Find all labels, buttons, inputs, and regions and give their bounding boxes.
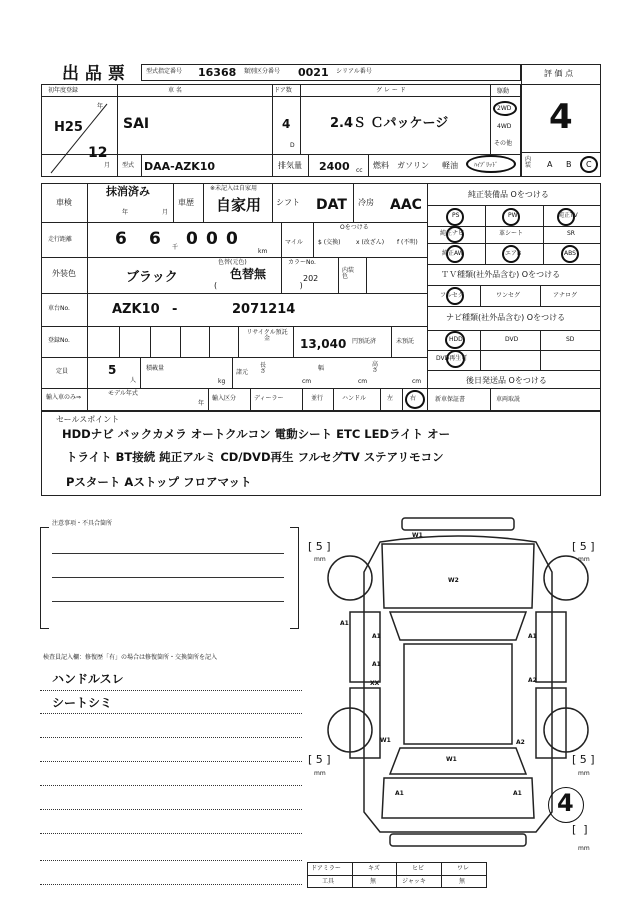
displacement-label: 排気量 (278, 161, 302, 170)
bottom-tools-value: 無 (370, 878, 377, 885)
drive-circle-mark (493, 101, 517, 116)
tread-fr: [ 5 ] (572, 540, 595, 553)
doors-value: 4 (282, 117, 291, 131)
tread-rr-mm: mm (578, 770, 590, 777)
mark-rear-w1: W1 (380, 737, 391, 744)
fuel-diesel: 軽油 (442, 161, 458, 170)
equip-sr: SR (567, 230, 575, 237)
later-manual: 車両取説 (496, 396, 521, 403)
handle-circle-mark (405, 390, 425, 409)
mark-door-a1: A1 (372, 633, 381, 640)
interior-color-label: 内装色 (342, 267, 355, 280)
fuel-label: 燃料 (373, 161, 389, 170)
navi-dvd: DVD (505, 336, 519, 343)
sales-points-label: セールスポイント (56, 415, 120, 424)
handle-label: ハンドル (342, 395, 367, 402)
mileage-km: km (258, 248, 268, 255)
recycle-not-deposited: 未預託 (396, 338, 415, 345)
model-year-label: モデル年式 (108, 390, 138, 397)
grade-label: グ レ ー ド (376, 87, 406, 94)
equip-ps: PS (452, 212, 460, 219)
bottom-jack-value: 無 (459, 878, 466, 885)
tread-rl-mm: mm (314, 770, 326, 777)
model-value: DAA-AZK10 (144, 160, 216, 173)
notes-bracket-left (40, 527, 49, 629)
equip-abs: ABS (564, 250, 576, 257)
mark-rear-a2: A2 (516, 739, 525, 746)
drive-other: その他 (494, 140, 513, 147)
ac-value: AAC (390, 197, 422, 213)
inspector-label: 検査員記入欄：修復歴「有」の場合は修復箇所・交換箇所を記入 (43, 654, 218, 661)
mileage-digit-1: 6 (115, 229, 127, 249)
drive-2wd: 2WD (497, 105, 512, 112)
equip-tv-circle (557, 208, 575, 226)
interior-label: 内装 (525, 156, 532, 169)
class-no: 0021 (298, 66, 329, 79)
model-cert-no: 16368 (198, 66, 237, 79)
equip-airbag-circle (502, 245, 520, 263)
shift-value: DAT (316, 197, 347, 213)
mark-roof-xx: XX (370, 680, 380, 687)
page-title: 出 品 票 (62, 64, 125, 84)
note-item-1: ハンドルスレ (52, 672, 124, 686)
cc-unit: cc (356, 167, 363, 174)
tread-spare: [ ] (572, 823, 588, 836)
bottom-mirror: ドアミラー (311, 865, 341, 872)
doors-label: ドア数 (274, 87, 292, 94)
equip-pw: PW (508, 212, 518, 219)
bottom-break: ワレ (457, 865, 470, 872)
mark-rdoor-a2: A2 (528, 677, 537, 684)
tv-fullseg-circle (446, 287, 464, 305)
drive-4wd: 4WD (497, 123, 512, 130)
score-circle-value: 4 (557, 789, 574, 817)
history-value: 自家用 (216, 196, 262, 214)
displacement-value: 2400 (319, 160, 350, 173)
equip-pw-circle (502, 208, 520, 226)
dims-width: 幅 (318, 365, 325, 372)
equip-aw-circle (446, 245, 464, 263)
sales-line-3: Pスタート Aストップ フロアマット (66, 475, 252, 489)
height-cm: cm (412, 378, 422, 385)
sales-line-1: HDDナビ バックカメラ オートクルコン 電動シート ETC LEDライト オー (62, 427, 451, 441)
car-name: SAI (123, 116, 150, 132)
load-kg: kg (218, 378, 226, 385)
year-unit: 年 (97, 103, 104, 110)
interior-a: A (547, 160, 553, 169)
bottom-tools: 工具 (322, 878, 335, 885)
mark-roof-a1: A1 (372, 661, 381, 668)
history-note: ※未記入は自家用 (210, 185, 258, 192)
capacity-value: 5 (108, 363, 117, 377)
dims-height: 高さ (372, 361, 379, 374)
shift-label: シフト (276, 198, 300, 207)
repaint-paren: ( ) (214, 281, 343, 290)
equip-navi: 純正ナビ (440, 230, 465, 237)
import-parallel: 並行 (311, 395, 324, 402)
tread-fl: [ 5 ] (308, 540, 331, 553)
equip-leather: 革シート (499, 230, 524, 237)
repaint-label: 色替(元色) (218, 259, 247, 266)
import-dealer: ディーラー (254, 395, 284, 402)
width-cm: cm (358, 378, 368, 385)
handle-left: 左 (387, 395, 394, 402)
class-label: 類別区分番号 (244, 68, 281, 75)
equip-tv: 純正TV (558, 212, 578, 219)
navi-hdd: HDD (449, 336, 463, 343)
repaint-value: 色替無 (230, 267, 267, 281)
mark-bumper-a1b: A1 (513, 790, 522, 797)
ac-label: 冷房 (358, 198, 374, 207)
fuel-circle-mark (466, 155, 516, 173)
doors-d: D (290, 142, 295, 149)
mileage-mile: マイル (285, 239, 303, 246)
serial-label: シリアル番号 (336, 68, 372, 75)
color-value: ブラック (126, 270, 178, 285)
later-warranty: 新車保証書 (435, 396, 466, 403)
equip-aw: 純正AW (442, 250, 464, 257)
color-no-label: カラーNo. (288, 259, 316, 266)
fuel-gasoline: ガソリン (397, 161, 429, 170)
notes-title: 注意事項・不具合箇所 (52, 520, 113, 527)
model-label: 型式 (122, 162, 135, 169)
history-label: 車歴 (178, 198, 194, 207)
import-year: 年 (198, 400, 205, 407)
capacity-label: 定員 (56, 368, 69, 375)
interior-b: B (566, 160, 572, 169)
tv-fullseg: フルセグ (440, 292, 464, 299)
drive-label: 駆動 (497, 88, 510, 95)
mark-hood-w2: W2 (448, 577, 459, 584)
interior-circle-mark (580, 156, 598, 173)
later-title: 後日発送品 Oをつける (466, 376, 547, 385)
mark-trunk-w1: W1 (446, 756, 457, 763)
registration-label: 登録No. (48, 337, 70, 344)
model-cert-label: 型式指定番号 (146, 68, 183, 75)
chassis-number: 2071214 (232, 302, 296, 317)
capacity-unit: 人 (130, 377, 137, 384)
mark-rdoor-a1: A1 (528, 633, 537, 640)
chassis-label: 車台No. (48, 305, 70, 312)
first-reg-label: 初年度登録 (48, 87, 79, 94)
navi-hdd-circle (445, 331, 465, 349)
first-reg-year: H25 (54, 120, 83, 135)
mark-fender-a1: A1 (340, 620, 349, 627)
navi-sd: SD (566, 336, 575, 343)
mileage-digit-4: 0 (206, 229, 218, 249)
equip-airbag: エアB (505, 250, 522, 257)
dims-label: 諸元 (236, 369, 249, 376)
equip-navi-circle (446, 226, 464, 243)
sales-line-2: トライト BT接続 純正アルミ CD/DVD再生 フルセグTV ステアリモコン (66, 450, 444, 464)
score-label: 評 価 点 (544, 69, 574, 78)
length-cm: cm (302, 378, 312, 385)
dvd-circle (446, 350, 465, 368)
mark-bumper-a1: A1 (395, 790, 404, 797)
tread-spare-mm: mm (578, 845, 590, 852)
fuel-hybrid: ﾊｲﾌﾞﾘｯﾄﾞ (474, 162, 499, 169)
first-reg-month: 12 (88, 145, 108, 161)
mileage-label: 走行距離 (48, 236, 73, 243)
recycle-value: 13,040 (300, 337, 347, 351)
chassis-dash: - (172, 302, 178, 317)
import-class: 輸入区分 (212, 395, 237, 402)
mileage-digit-2: 6 (149, 229, 161, 249)
recycle-label: リサイクル預託金 (246, 329, 288, 342)
handle-right: 右 (410, 395, 417, 402)
load-label: 積載量 (146, 365, 165, 372)
tread-fl-mm: mm (314, 556, 326, 563)
inspection-year: 年 (122, 209, 129, 216)
dims-length: 長さ (260, 362, 267, 375)
equipment-title: 純正装備品 Oをつける (468, 190, 549, 199)
tread-rr: [ 5 ] (572, 753, 595, 766)
mark-front-w1: W1 (412, 532, 423, 539)
mileage-thousand: 千 (172, 244, 179, 251)
color-no-value: 202 (303, 274, 319, 283)
inspection-status: 抹消済み (106, 185, 150, 198)
score-value: 4 (549, 97, 573, 137)
bottom-scratch: キズ (368, 865, 380, 872)
recycle-deposited: 円預託済 (352, 338, 377, 345)
inspection-month: 月 (162, 209, 169, 216)
import-label: 輸入車のみ⇒ (46, 394, 82, 401)
car-name-label: 車 名 (168, 87, 182, 94)
chassis-prefix: AZK10 (112, 302, 160, 317)
bottom-crack: ヒビ (412, 865, 425, 872)
bottom-jack: ジャッキ (402, 878, 426, 885)
month-unit: 月 (104, 162, 111, 169)
color-label: 外装色 (52, 269, 76, 278)
mileage-unknown: f (不明) (397, 239, 418, 246)
tv-oneseg: ワンセグ (496, 292, 521, 299)
interior-c: C (586, 160, 592, 169)
mileage-circle-note: Oをつける (340, 224, 369, 231)
note-item-2: シートシミ (52, 696, 113, 710)
inspection-label: 車検 (56, 198, 72, 207)
equip-abs-circle (561, 245, 579, 263)
equip-ps-circle (446, 208, 464, 226)
tread-fr-mm: mm (578, 556, 590, 563)
mileage-digit-3: 0 (186, 229, 198, 249)
tv-title: ＴＶ種類(社外品含む) Oをつける (441, 270, 561, 279)
mileage-swap: $ (交換) (318, 239, 341, 246)
tv-analog: アナログ (553, 292, 578, 299)
mileage-modified: x (改ざん) (356, 239, 385, 246)
tread-rl: [ 5 ] (308, 753, 331, 766)
dvd-playback: DVD再生可 (436, 355, 468, 362)
grade-value: 2.4Ｓ Ｃパッケージ (330, 116, 449, 131)
navi-title: ナビ種類(社外品含む) Oをつける (446, 313, 566, 322)
notes-bracket-right (290, 527, 299, 629)
mileage-digit-5: 0 (226, 229, 238, 249)
